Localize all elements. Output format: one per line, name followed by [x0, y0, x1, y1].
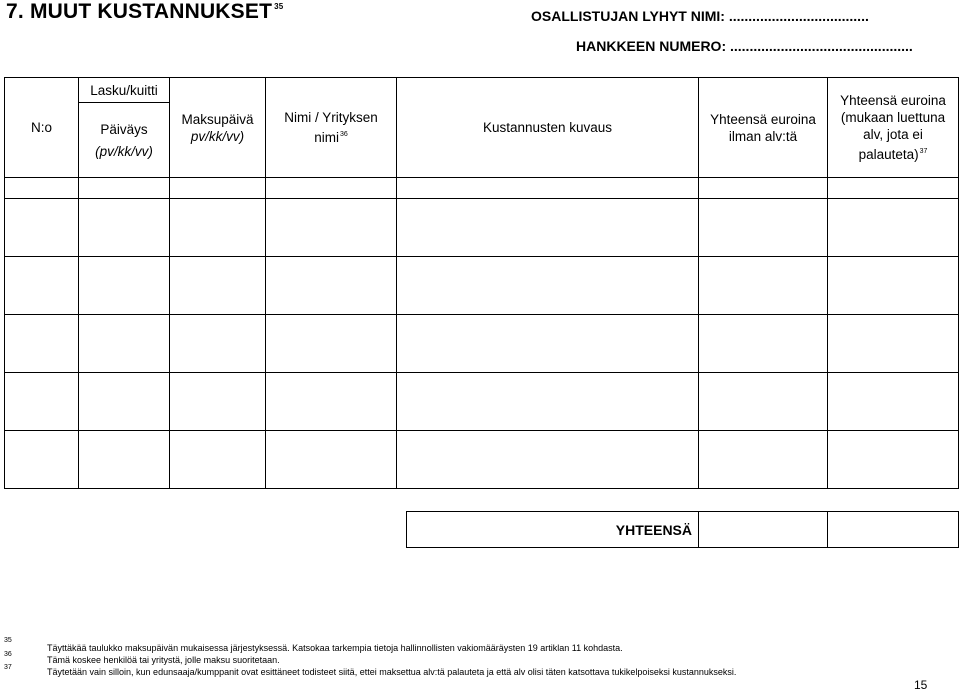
- payment-date-label: Maksupäivä: [181, 111, 254, 127]
- gross-total-line4: [828, 143, 958, 163]
- net-total-line2: ilman alv:tä: [728, 128, 798, 144]
- table-cell[interactable]: [5, 199, 79, 257]
- table-cell[interactable]: [397, 431, 699, 489]
- table-cell[interactable]: [5, 257, 79, 315]
- table-cell[interactable]: [266, 315, 397, 373]
- total-row: [407, 512, 959, 548]
- table-spacer-row: [5, 178, 959, 199]
- table-cell[interactable]: [170, 178, 266, 199]
- table-cell[interactable]: [266, 257, 397, 315]
- payment-date-format: pv/kk/vv): [190, 128, 245, 144]
- name-label-line1: Nimi / Yrityksen: [284, 110, 378, 125]
- title-footnote-ref: 35: [274, 2, 284, 11]
- col-header-net-total: [699, 78, 828, 178]
- table-cell[interactable]: [828, 373, 959, 431]
- table-cell[interactable]: [266, 431, 397, 489]
- gross-total-line3: alv, jota ei: [863, 127, 923, 142]
- page-number: 15: [914, 678, 928, 692]
- table-cell[interactable]: [170, 199, 266, 257]
- table-cell[interactable]: [5, 315, 79, 373]
- total-net-cell[interactable]: [699, 512, 828, 548]
- footnote-number: 35: [4, 637, 12, 644]
- table-cell[interactable]: [828, 257, 959, 315]
- table-cell[interactable]: [170, 373, 266, 431]
- table-cell[interactable]: [397, 257, 699, 315]
- table-cell[interactable]: [699, 257, 828, 315]
- table-cell[interactable]: [79, 373, 170, 431]
- table-cell[interactable]: [170, 257, 266, 315]
- col-header-name: [266, 78, 397, 178]
- table-cell[interactable]: [266, 178, 397, 199]
- table-cell[interactable]: [828, 315, 959, 373]
- col-header-description: Kustannusten kuvaus: [397, 78, 699, 178]
- col-header-gross-total: [828, 78, 959, 178]
- table-cell[interactable]: [699, 315, 828, 373]
- table-row: [5, 199, 959, 257]
- table-cell[interactable]: [79, 178, 170, 199]
- table-cell[interactable]: [397, 373, 699, 431]
- total-label: YHTEENSÄ: [407, 512, 699, 548]
- date-format: (pv/kk/vv): [95, 143, 153, 159]
- table-cell[interactable]: [79, 431, 170, 489]
- table-cell[interactable]: [397, 178, 699, 199]
- total-table: [406, 511, 959, 548]
- table-cell[interactable]: [699, 431, 828, 489]
- table-cell[interactable]: [266, 199, 397, 257]
- table-cell[interactable]: [699, 373, 828, 431]
- net-total-line1: Yhteensä euroina: [710, 111, 816, 127]
- table-cell[interactable]: [5, 373, 79, 431]
- footnote-number: 36: [4, 651, 12, 658]
- table-row: [5, 315, 959, 373]
- name-footnote-ref: 36: [339, 131, 348, 138]
- participant-short-name-field: OSALLISTUJAN LYHYT NIMI: ....................................: [531, 8, 869, 24]
- table-cell[interactable]: [699, 199, 828, 257]
- footnote-text: Tämä koskee henkilöä tai yritystä, jolle maksu suoritetaan.: [47, 655, 280, 665]
- table-cell[interactable]: [170, 431, 266, 489]
- table-cell[interactable]: [828, 431, 959, 489]
- table-cell[interactable]: [79, 315, 170, 373]
- gross-total-line2: (mukaan luettuna: [840, 110, 946, 125]
- page-title-text: 7. MUUT KUSTANNUKSET: [6, 0, 273, 23]
- name-label-line2: [266, 126, 396, 146]
- footnote-text: Täytetään vain silloin, kun edunsaaja/kumppanit ovat esittäneet todisteet siitä, ettei maksettua alv:tä palauteta ja että alv olisi täten katsottava tukikelpoiseksi kustannukseksi.: [47, 667, 737, 677]
- footnote-number: 37: [4, 664, 12, 671]
- date-label: Päiväys: [100, 121, 148, 137]
- col-header-no: N:o: [5, 78, 79, 178]
- col-header-date: [79, 103, 170, 178]
- table-cell[interactable]: [828, 199, 959, 257]
- table-cell[interactable]: [5, 431, 79, 489]
- table-cell[interactable]: [699, 178, 828, 199]
- footnote-text: Täyttäkää taulukko maksupäivän mukaisessa järjestyksessä. Katsokaa tarkempia tietoja hallinnollisten vakiomääräysten 19 artiklan 11 kohdasta.: [47, 643, 623, 653]
- total-gross-cell[interactable]: [828, 512, 959, 548]
- gross-footnote-ref: 37: [919, 148, 928, 155]
- table-row: [5, 431, 959, 489]
- table-cell[interactable]: [397, 199, 699, 257]
- col-group-header-invoice: Lasku/kuitti: [79, 78, 170, 103]
- table-cell[interactable]: [79, 199, 170, 257]
- gross-total-line1: Yhteensä euroina: [840, 93, 946, 108]
- col-header-payment-date: [170, 78, 266, 178]
- other-costs-table: [4, 77, 959, 489]
- page-title: [6, 0, 283, 24]
- project-number-field: HANKKEEN NUMERO: ...............................................: [576, 38, 913, 54]
- table-cell[interactable]: [5, 178, 79, 199]
- table-cell[interactable]: [79, 257, 170, 315]
- name-label-text: nimi: [314, 130, 339, 145]
- gross-total-line4-text: palauteta): [858, 147, 919, 162]
- table-cell[interactable]: [266, 373, 397, 431]
- table-row: [5, 373, 959, 431]
- table-cell[interactable]: [828, 178, 959, 199]
- table-cell[interactable]: [170, 315, 266, 373]
- table-cell[interactable]: [397, 315, 699, 373]
- table-row: [5, 257, 959, 315]
